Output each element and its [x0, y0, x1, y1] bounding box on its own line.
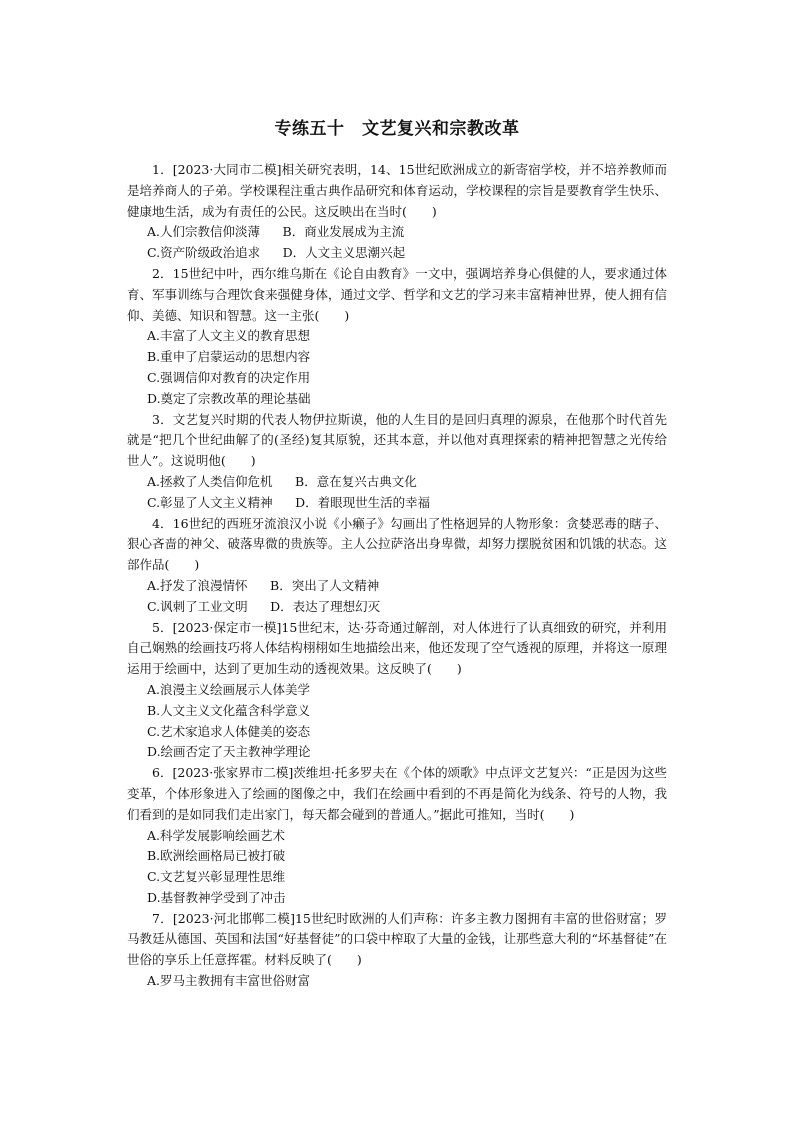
question-3-options-row-1: [127, 472, 667, 493]
option-c: C.文艺复兴彰显理性思维: [147, 869, 286, 885]
option-b: B．商业发展成为主流: [282, 224, 405, 240]
option-a: A.罗马主教拥有丰富世俗财富: [147, 973, 311, 989]
option-c: C.艺术家追求人体健美的姿态: [147, 723, 311, 739]
option-b: B.欧洲绘画格局已被打破: [147, 848, 286, 864]
question-4-options-row-2: [127, 597, 667, 618]
option-d: D．表达了理想幻灭: [270, 598, 381, 614]
question-7-stem: 7．[2023·河北邯郸二模]15世纪时欧洲的人们声称：许多主教力图拥有丰富的世俗财富；罗马教廷从德国、英国和法国“好基督徒”的口袋中榨取了大量的金钱，让那些意大利的“坏基督徒”在世俗的享乐上任意挥霍。材料反映了( ): [127, 910, 667, 968]
option-d: D.奠定了宗教改革的理论基础: [147, 390, 311, 406]
question-4-stem: 4．16世纪的西班牙流浪汉小说《小癞子》勾画出了性格迥异的人物形象：贪婪恶毒的瞎子、狠心吝啬的神父、破落卑微的贵族等。主人公拉萨洛出身卑微，却努力摆脱贫困和饥饿的状态。这部作品( ): [127, 515, 667, 573]
option-b: B.重申了启蒙运动的思想内容: [147, 349, 311, 365]
document-page: [127, 118, 667, 992]
option-a: A.丰富了人文主义的教育思想: [147, 328, 311, 344]
option-c: C.强调信仰对教育的决定作用: [147, 369, 311, 385]
question-5-stem: 5．[2023·保定市一模]15世纪末，达·芬奇通过解剖，对人体进行了认真细致的研究，并利用自己娴熟的绘画技巧将人体结构栩栩如生地描绘出来，他还发现了空气透视的原理，并将这一原理运用于绘画中，达到了更加生动的透视效果。这反映了( ): [127, 619, 667, 677]
question-1-options-row-2: [127, 243, 667, 264]
option-b: B．突出了人文精神: [270, 577, 380, 593]
option-d: D．着眼现世生活的幸福: [295, 494, 431, 510]
question-1-options-row-1: [127, 222, 667, 243]
option-a: A.科学发展影响绘画艺术: [147, 827, 286, 843]
option-a: A.拯救了人类信仰危机: [147, 473, 273, 489]
option-b: B.人文主义文化蕴含科学意义: [147, 702, 311, 718]
option-b: B．意在复兴古典文化: [295, 473, 417, 489]
question-3-options-row-2: [127, 493, 667, 514]
option-c: C.讽刺了工业文明: [147, 598, 248, 614]
page-title: 专练五十 文艺复兴和宗教改革: [274, 119, 520, 139]
question-4-options-row-1: [127, 576, 667, 597]
option-c: C.资产阶级政治追求: [147, 245, 261, 261]
option-d: D.绘画否定了天主教神学理论: [147, 744, 311, 760]
option-d: D.基督教神学受到了冲击: [147, 889, 286, 905]
option-d: D．人文主义思潮兴起: [282, 245, 406, 261]
option-a: A.抒发了浪漫情怀: [147, 577, 248, 593]
option-c: C.彰显了人文主义精神: [147, 494, 273, 510]
question-1-stem: 1．[2023·大同市二模]相关研究表明，14、15世纪欧洲成立的新寄宿学校，并不培养教师而是培养商人的子弟。学校课程注重古典作品研究和体育运动，学校课程的宗旨是要教育学生快乐、健康地生活，成为有责任的公民。这反映出在当时( ): [127, 162, 667, 219]
question-2-stem: 2．15世纪中叶，西尔维乌斯在《论自由教育》一文中，强调培养身心俱健的人，要求通过体育、军事训练与合理饮食来强健身体，通过文学、哲学和文艺的学习来丰富精神世界，使人拥有信仰、美德、知识和智慧。这一主张( ): [127, 265, 667, 323]
option-a: A.人们宗教信仰淡薄: [147, 224, 261, 240]
option-a: A.浪漫主义绘画展示人体美学: [147, 681, 311, 697]
question-3-stem: 3．文艺复兴时期的代表人物伊拉斯谟，他的人生目的是回归真理的源泉，在他那个时代首先就是“把几个世纪曲解了的(圣经)复其原貌，还其本意，并以他对真理探索的精神把智慧之光传给世人”。这说明他( ): [127, 411, 667, 469]
question-6-stem: 6．[2023·张家界市二模]茨维坦·托多罗夫在《个体的颂歌》中点评文艺复兴：“正是因为这些变革，个体形象进入了绘画的图像之中，我们在绘画中看到的不再是简化为线条、符号的人物，我们看到的是如同我们走出家门，每天都会碰到的普通人。”据此可推知，当时( ): [127, 765, 667, 822]
